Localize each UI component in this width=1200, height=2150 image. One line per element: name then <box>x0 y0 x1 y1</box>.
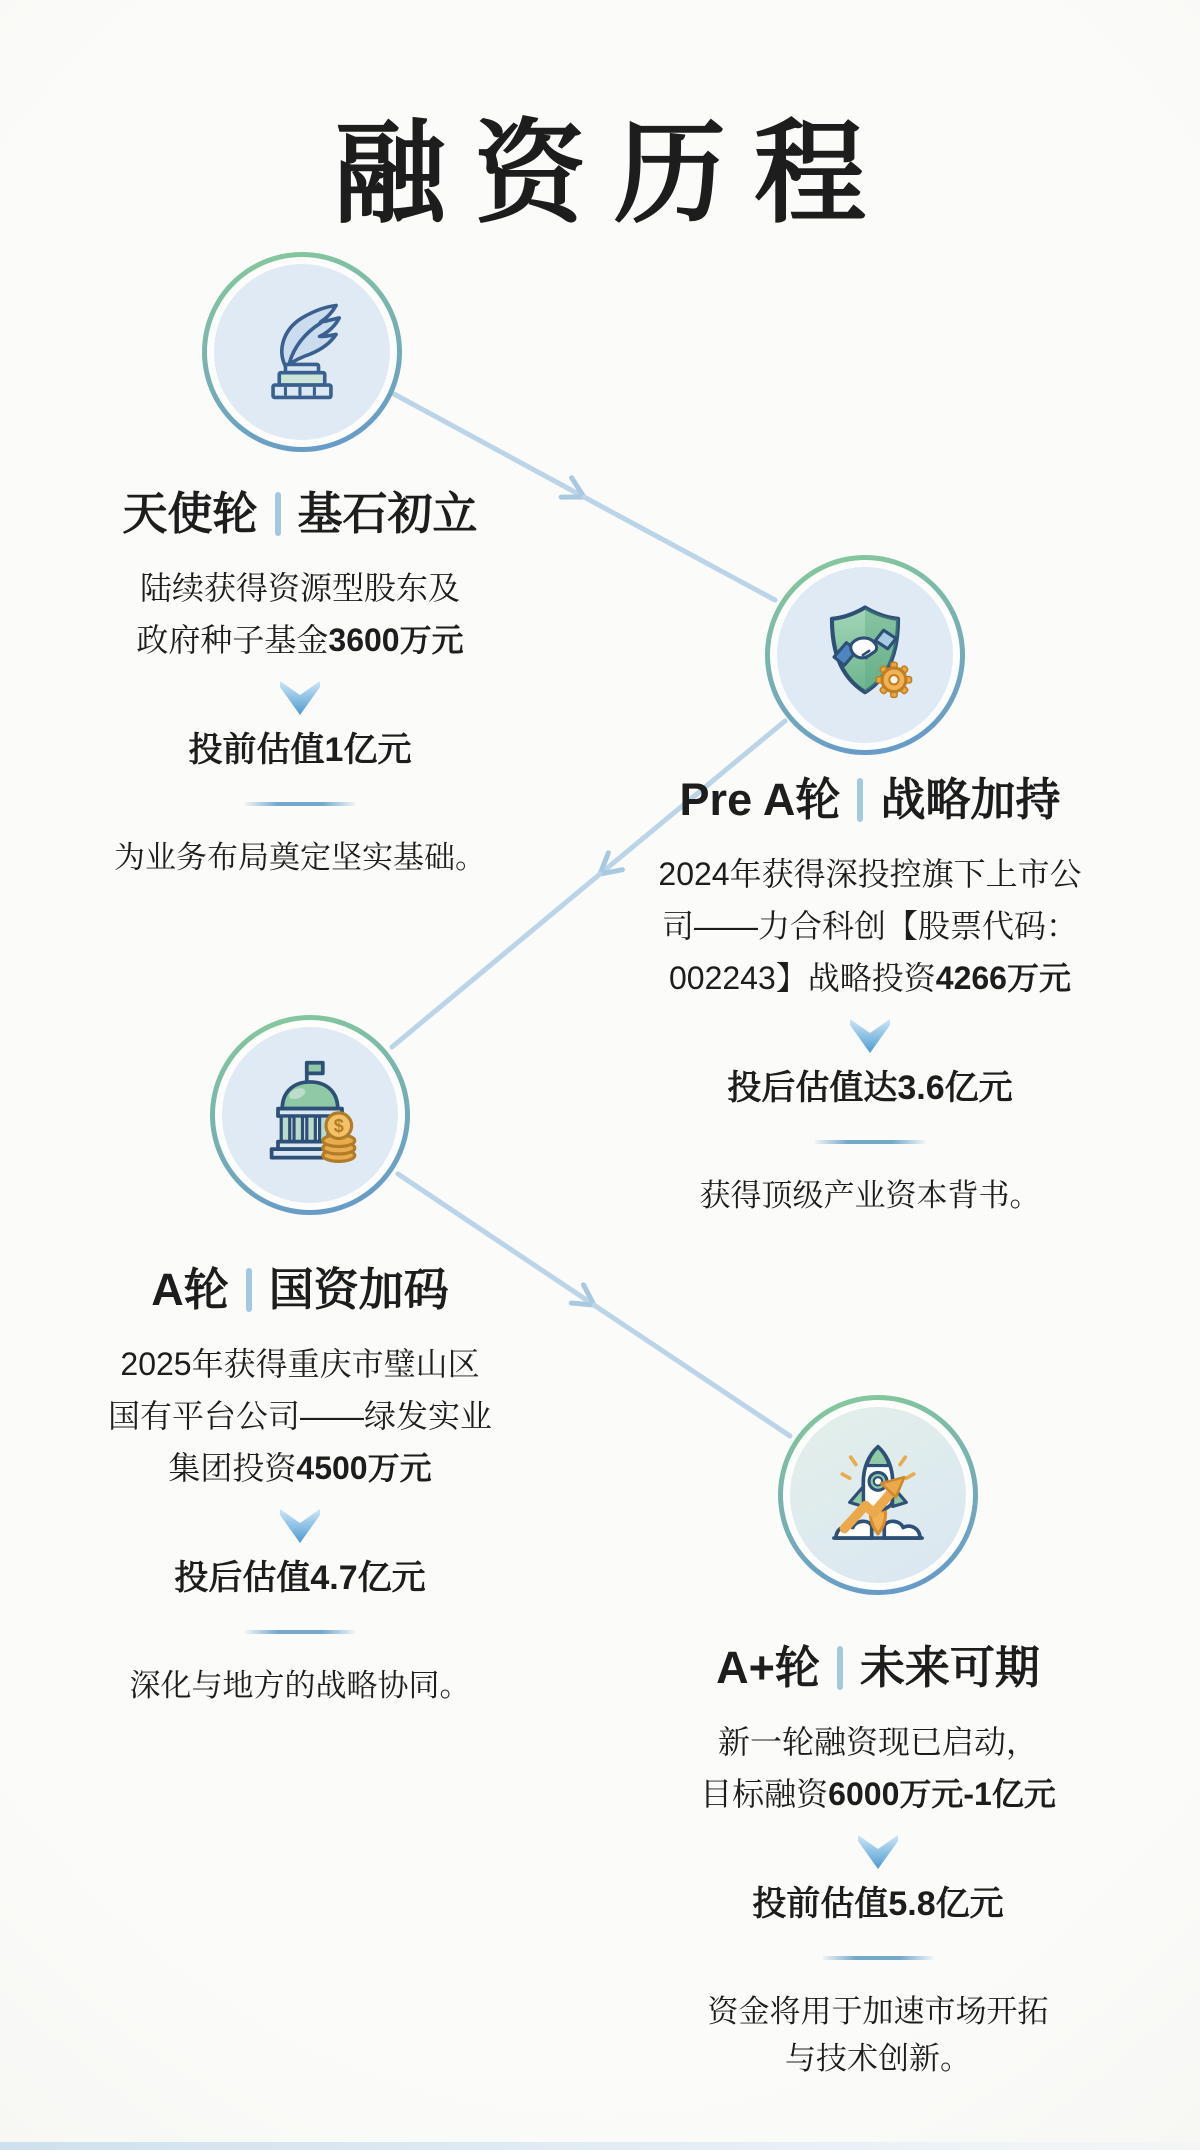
badge-face <box>790 1407 966 1583</box>
badge-face <box>222 1027 398 1203</box>
coins-shape <box>323 1113 355 1162</box>
stage-round-label: Pre A轮 <box>679 774 841 825</box>
pedestal-shape <box>273 364 331 397</box>
stage-note <box>708 1988 1049 2082</box>
badge-ring-gap <box>207 257 397 447</box>
stage-round-label: 天使轮 <box>122 488 258 539</box>
note-line: 深化与地方的战略协同。 <box>129 1668 471 1703</box>
valuation-text: 投前估值5.8亿元 <box>752 1885 1004 1923</box>
down-arrow-icon <box>279 1508 321 1544</box>
connector-line-1b <box>584 497 775 600</box>
stage-pre-a-round <box>595 772 1145 1219</box>
description-line: 集团投资4500万元 <box>168 1450 432 1486</box>
note-line: 获得顶级产业资本背书。 <box>699 1178 1041 1213</box>
stage-title <box>680 772 1061 828</box>
stage-tagline: 国资加码 <box>268 1264 449 1315</box>
rocket-launch-icon <box>815 1432 941 1558</box>
shield-handshake-icon <box>803 593 927 717</box>
description-line: 2024年获得深投控旗下上市公 <box>658 856 1082 892</box>
page-title: 融资历程 <box>334 111 894 236</box>
stage-title <box>716 1640 1040 1696</box>
stage-badge-angel <box>202 252 402 452</box>
note-line: 为业务布局奠定坚实基础。 <box>114 840 486 875</box>
connector-line-2b <box>392 874 600 1047</box>
stage-badge-a-round <box>210 1015 410 1215</box>
connector-line-3b <box>594 1305 790 1436</box>
stage-round-label: A+轮 <box>716 1642 820 1693</box>
valuation-text: 投后估值达3.6亿元 <box>727 1069 1013 1107</box>
angel-wing-icon <box>240 290 364 414</box>
stage-tagline: 战略加持 <box>880 774 1061 825</box>
down-arrow-icon <box>857 1834 899 1870</box>
stage-title <box>151 1262 449 1318</box>
badge-face <box>777 567 953 743</box>
description-line: 陆续获得资源型股东及 <box>139 570 460 606</box>
stage-a-round <box>40 1262 560 1709</box>
section-divider <box>822 1956 934 1960</box>
section-divider <box>244 802 356 806</box>
stage-description <box>136 562 463 666</box>
down-arrow-icon <box>849 1018 891 1054</box>
badge-ring-gap <box>215 1020 405 1210</box>
stage-description <box>700 1716 1056 1820</box>
description-line: 目标融资6000万元-1亿元 <box>700 1776 1056 1812</box>
description-line: 新一轮融资现已启动， <box>717 1724 1038 1760</box>
government-building-icon <box>246 1051 374 1179</box>
note-line: 资金将用于加速市场开拓 <box>707 1994 1049 2029</box>
description-line: 政府种子基金3600万元 <box>136 622 464 658</box>
valuation-text: 投后估值4.7亿元 <box>174 1559 426 1597</box>
section-divider <box>244 1630 356 1634</box>
description-line: 002243】战略投资4266万元 <box>668 960 1071 996</box>
description-line: 国有平台公司——绿发实业 <box>107 1398 492 1434</box>
connector-line-1 <box>394 394 584 497</box>
badge-ring-gap <box>770 560 960 750</box>
round-separator <box>857 778 863 822</box>
stage-badge-a-plus <box>778 1395 978 1595</box>
round-separator <box>246 1268 252 1312</box>
stage-tagline: 未来可期 <box>859 1642 1040 1693</box>
dollar-symbol: $ <box>333 1116 344 1137</box>
stage-description <box>658 848 1081 1004</box>
note-line: 与技术创新。 <box>785 2041 971 2076</box>
bottom-edge-tint <box>0 2142 1200 2150</box>
stage-note <box>700 1172 1041 1219</box>
stage-description <box>108 1338 492 1494</box>
valuation-text: 投前估值1亿元 <box>188 731 412 769</box>
stage-badge-pre-a <box>765 555 965 755</box>
description-line: 2025年获得重庆市璧山区 <box>120 1346 480 1382</box>
stage-a-plus-round <box>608 1640 1148 2082</box>
section-divider <box>814 1140 926 1144</box>
description-line: 司——力合科创【股票代码： <box>661 908 1078 944</box>
badge-ring-gap <box>783 1400 973 1590</box>
stage-angel-round <box>40 486 560 881</box>
badge-face <box>214 264 390 440</box>
gear-shape <box>876 662 911 697</box>
stage-round-label: A轮 <box>151 1264 229 1315</box>
flag-shape <box>307 1063 323 1082</box>
stage-note <box>114 834 486 881</box>
stage-note <box>130 1662 471 1709</box>
down-arrow-icon <box>279 680 321 716</box>
stage-tagline: 基石初立 <box>297 488 478 539</box>
round-separator <box>275 492 281 536</box>
stage-title <box>122 486 477 542</box>
round-separator <box>837 1646 843 1690</box>
rocket-nose <box>867 1447 889 1466</box>
